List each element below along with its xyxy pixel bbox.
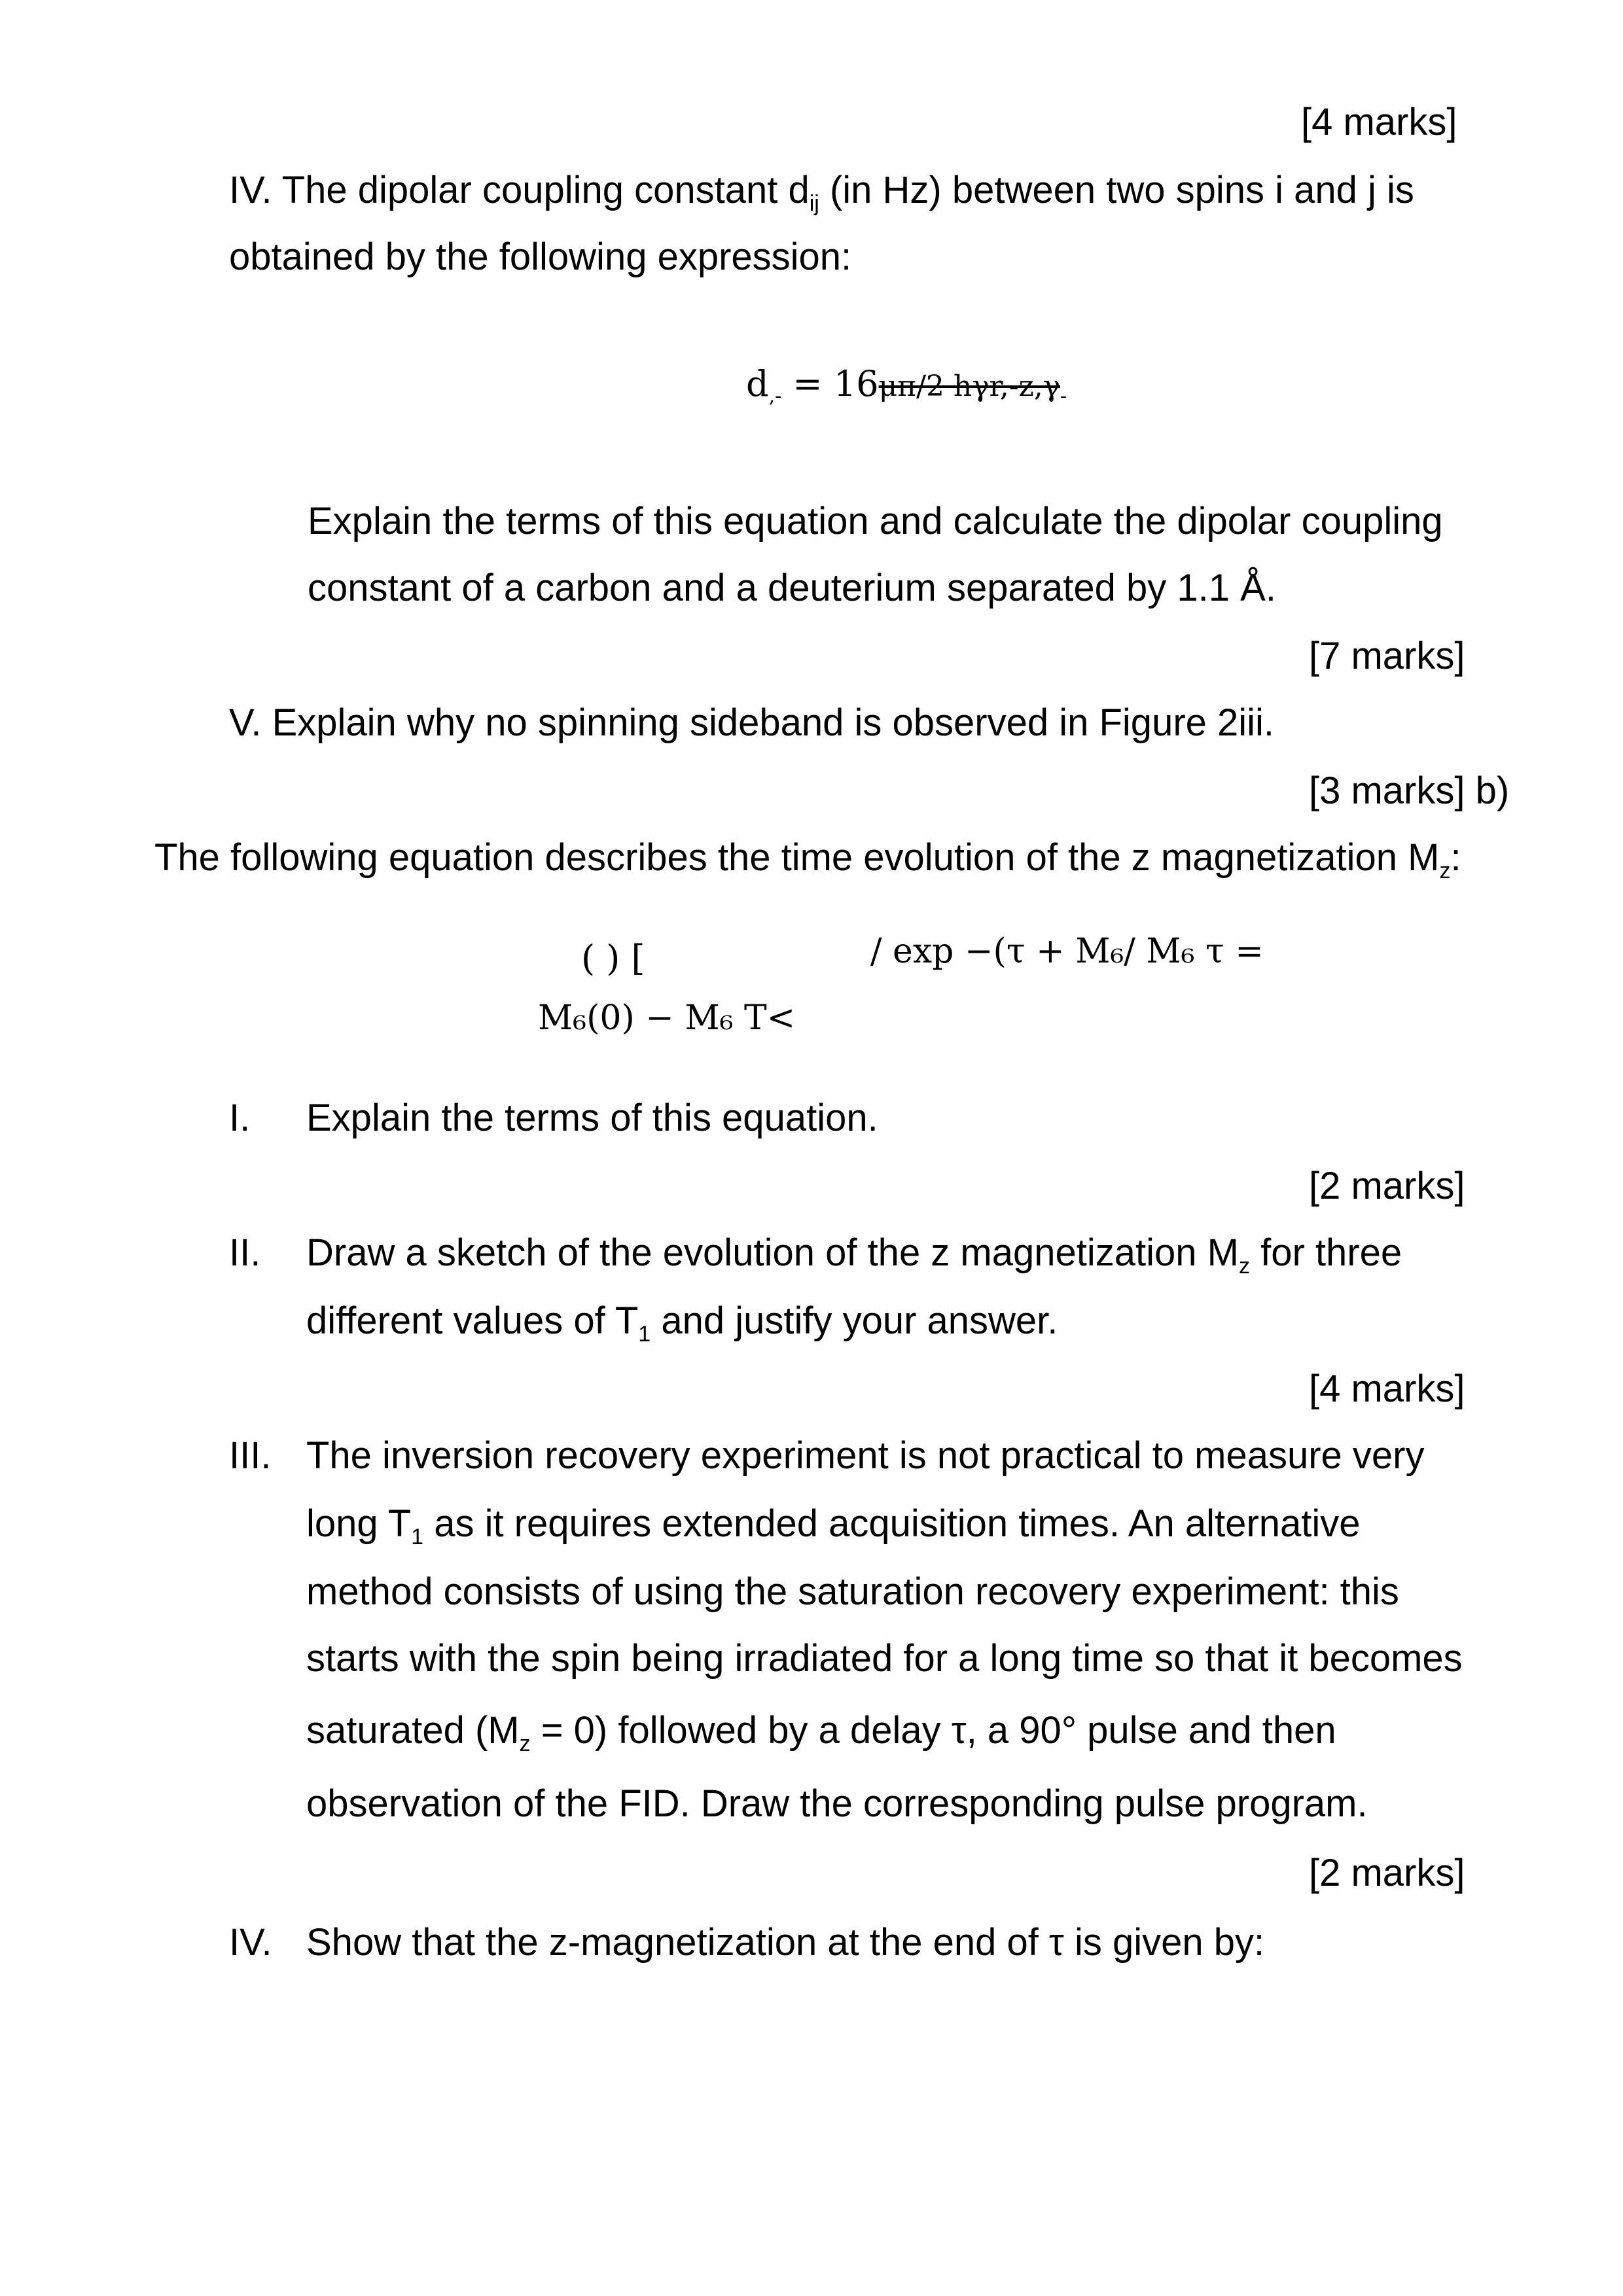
- intro-text: The following equation describes the time evolution of the z magnetization M: [154, 836, 1440, 879]
- question-iv-text-a: IV. The dipolar coupling constant d: [229, 169, 810, 211]
- item-ii-text-d: and justify your answer.: [651, 1299, 1058, 1342]
- explain-line2: constant of a carbon and a deuterium separated by 1.1 Å.: [308, 567, 1276, 609]
- item-iii-text-c: saturated (M: [306, 1709, 520, 1752]
- item-iii-line6: observation of the FID. Draw the corresponding pulse program.: [306, 1782, 1368, 1825]
- marks-label: [4 marks]: [1301, 101, 1457, 143]
- item-iv-text: Show that the z-magnetization at the end of τ is given by:: [306, 1921, 1265, 1964]
- item-ii-text-b: for three: [1249, 1231, 1402, 1274]
- eq-number: = 16: [781, 363, 879, 404]
- eq-subscript-tail: -: [1060, 385, 1067, 408]
- item-ii-text-a: Draw a sketch of the evolution of the z magnetization M: [306, 1231, 1239, 1274]
- subscript: 1: [638, 1322, 651, 1347]
- relaxation-eq-top-left: ( ) [: [581, 938, 645, 979]
- item-iii-text-d: = 0) followed by a delay τ, a 90° pulse and then: [530, 1709, 1336, 1752]
- question-iv-line1: [229, 171, 1469, 215]
- item-iii-line1: The inversion recovery experiment is not practical to measure very: [306, 1434, 1425, 1477]
- item-iii-text-a: long T: [306, 1502, 412, 1545]
- part-b-intro: [154, 836, 1461, 883]
- item-ii-line1: [306, 1231, 1469, 1279]
- marks-label: [2 marks]: [1309, 1165, 1465, 1207]
- subscript: 1: [411, 1525, 424, 1549]
- marks-label: [3 marks] b): [1309, 769, 1510, 812]
- explain-line1: Explain the terms of this equation and calculate the dipolar coupling: [308, 500, 1443, 542]
- item-i-text: Explain the terms of this equation.: [306, 1097, 878, 1139]
- item-iii-line5: [306, 1709, 1336, 1756]
- marks-label: [4 marks]: [1309, 1368, 1465, 1410]
- item-number: IV.: [229, 1921, 272, 1964]
- relaxation-eq-top-right: / exp −(τ + M₆/ M₆ τ =: [870, 932, 1264, 971]
- item-ii-text-c: different values of T: [306, 1299, 639, 1342]
- item-iii-line4: starts with the spin being irradiated for a long time so that it becomes: [306, 1637, 1463, 1680]
- eq-symbol: d: [746, 363, 769, 404]
- item-number: II.: [229, 1231, 261, 1274]
- subscript: z: [1439, 858, 1451, 883]
- question-v: V. Explain why no spinning sideband is observed in Figure 2iii.: [229, 701, 1275, 744]
- eq-fraction: μπ/2 hγr,-z,γ: [878, 370, 1061, 403]
- intro-colon: :: [1450, 836, 1461, 879]
- marks-label: [7 marks]: [1309, 635, 1465, 677]
- question-iv-text-b: (in Hz) between two spins i and j is: [819, 169, 1414, 211]
- dipolar-equation: [746, 363, 1067, 408]
- relaxation-eq-bottom: M₆(0) − M₆ T<: [538, 998, 796, 1038]
- marks-label: [2 marks]: [1309, 1852, 1465, 1894]
- question-iv-line2: obtained by the following expression:: [229, 236, 852, 278]
- item-ii-line2: [306, 1299, 1058, 1347]
- subscript: ij: [809, 191, 819, 216]
- eq-subscript: ,-: [768, 385, 782, 408]
- item-number: I.: [229, 1097, 251, 1139]
- item-iii-text-b: as it requires extended acquisition times. An alternative: [423, 1502, 1361, 1545]
- subscript: z: [519, 1731, 531, 1756]
- item-iii-line3: method consists of using the saturation recovery experiment: this: [306, 1570, 1399, 1613]
- item-iii-line2: [306, 1502, 1361, 1549]
- item-number: III.: [229, 1434, 272, 1477]
- subscript: z: [1238, 1254, 1250, 1279]
